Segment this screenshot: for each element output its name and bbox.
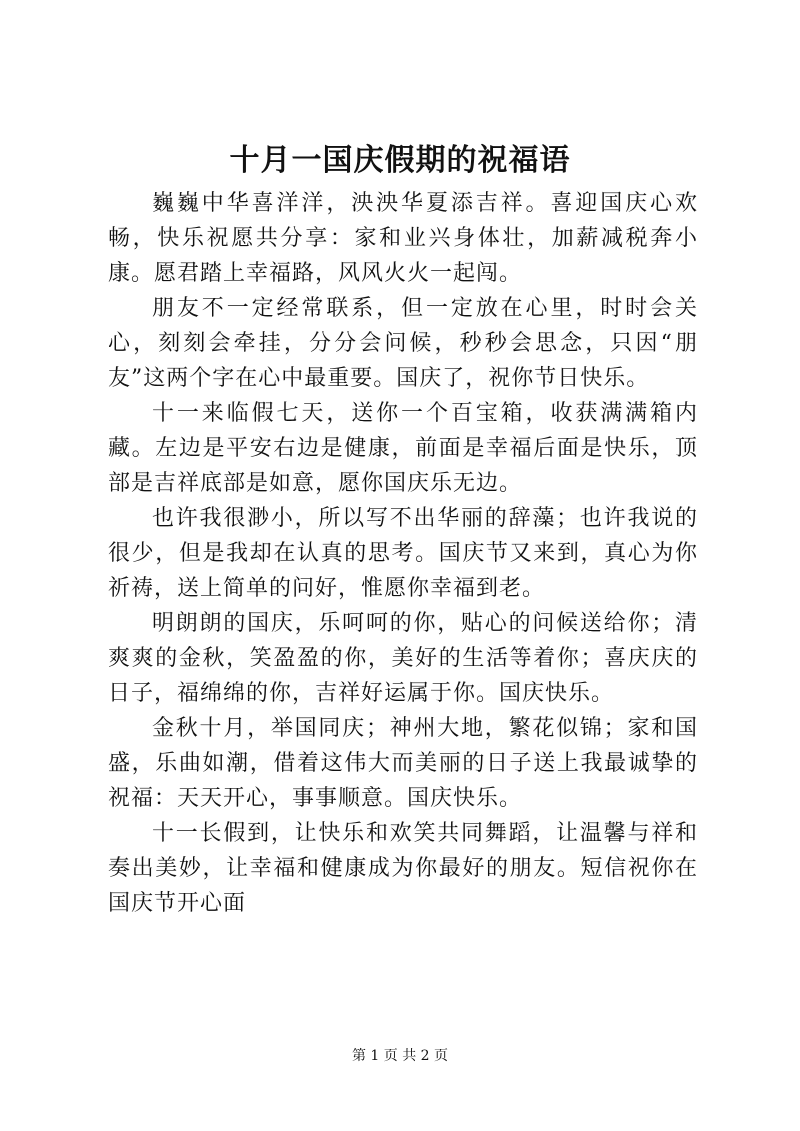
paragraph: 也许我很渺小，所以写不出华丽的辞藻；也许我说的很少，但是我却在认真的思考。国庆节又来到，真心为你祈祷，送上简单的问好，惟愿你幸福到老。	[108, 506, 698, 601]
paragraph: 金秋十月，举国同庆；神州大地，繁花似锦；家和国盛，乐曲如潮，借着这伟大而美丽的日子送上我最诚挚的祝福：天天开心，事事顺意。国庆快乐。	[108, 716, 698, 811]
paragraph: 十一长假到，让快乐和欢笑共同舞蹈，让温馨与祥和奏出美妙，让幸福和健康成为你最好的朋友。短信祝你在国庆节开心面	[108, 821, 698, 916]
document-body	[108, 186, 698, 921]
document-title: 十月一国庆假期的祝福语	[229, 143, 571, 178]
paragraph: 巍巍中华喜洋洋，泱泱华夏添吉祥。喜迎国庆心欢畅，快乐祝愿共分享：家和业兴身体壮，加薪减税奔小康。愿君踏上幸福路，风风火火一起闯。	[108, 191, 698, 286]
page-number-footer: 第 1 页 共 2 页	[351, 1048, 449, 1064]
paragraph: 朋友不一定经常联系，但一定放在心里，时时会关心，刻刻会牵挂，分分会问候，秒秒会思念，只因“朋友”这两个字在心中最重要。国庆了，祝你节日快乐。	[108, 296, 698, 391]
paragraph: 十一来临假七天，送你一个百宝箱，收获满满箱内藏。左边是平安右边是健康，前面是幸福后面是快乐，顶部是吉祥底部是如意，愿你国庆乐无边。	[108, 401, 698, 496]
paragraph: 明朗朗的国庆，乐呵呵的你，贴心的问候送给你；清爽爽的金秋，笑盈盈的你，美好的生活等着你；喜庆庆的日子，福绵绵的你，吉祥好运属于你。国庆快乐。	[108, 611, 698, 706]
